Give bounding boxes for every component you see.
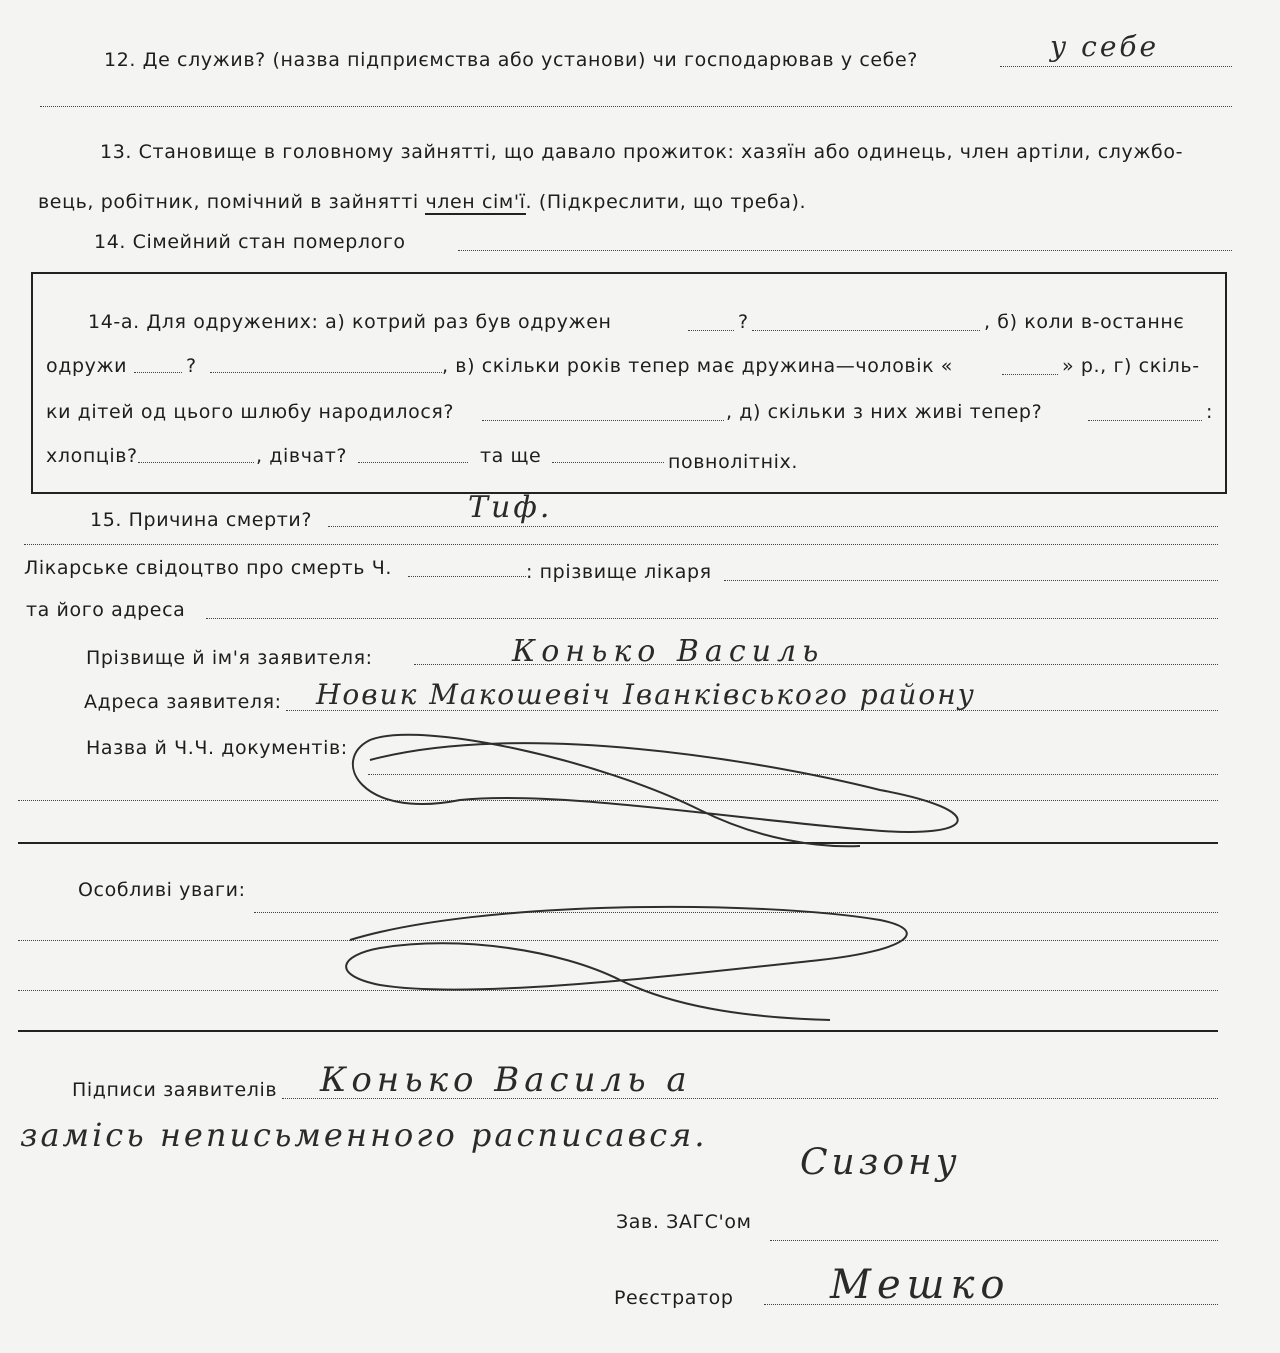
- q12-label: 12. Де служив? (назва підприємства або установи) чи господарював у себе?: [104, 49, 918, 71]
- signature-line-1: Конько Василь а: [320, 1060, 692, 1100]
- applicant-address-label: Адреса заявителя:: [84, 691, 282, 713]
- q13-underlined-option: член сім'ї: [425, 191, 526, 213]
- remarks-label: Особливі уваги:: [78, 879, 246, 901]
- signature-line-2: замісь неписьменного расписався.: [20, 1116, 708, 1154]
- q14a-line2-c: » р., г) скіль-: [1062, 355, 1200, 377]
- q14a-question-mark-2: ?: [186, 355, 197, 377]
- applicant-name-value: Конько Василь: [512, 634, 825, 669]
- q14a-line1-b: , б) коли в-останнє: [984, 311, 1185, 333]
- q14a-line4-b: , дівчат?: [256, 445, 348, 467]
- applicant-address-value: Новик Макошевіч Іванківського району: [316, 678, 976, 711]
- q14a-line3-a: ки дітей од цього шлюбу народилося?: [46, 401, 455, 423]
- head-label: Зав. ЗАГС'ом: [616, 1211, 752, 1233]
- q14a-line3-c: :: [1206, 401, 1214, 423]
- q13-line2-post: . (Підкреслити, що треба).: [525, 191, 807, 213]
- certificate-label: Лікарське свідоцтво про смерть Ч.: [24, 557, 392, 579]
- doctor-address-label: та його адреса: [26, 599, 186, 621]
- q14a-question-mark-1: ?: [738, 311, 749, 333]
- applicant-name-label: Прізвище й ім'я заявителя:: [86, 647, 373, 669]
- documents-label: Назва й Ч.Ч. документів:: [86, 737, 348, 759]
- registrar-signature: Мешко: [830, 1262, 1011, 1308]
- q15-answer: Тиф.: [468, 490, 553, 525]
- q14a-line3-b: , д) скільки з них живі тепер?: [726, 401, 1043, 423]
- q14a-line1-a: 14-а. Для одружених: а) котрий раз був одружен: [88, 311, 612, 333]
- q12-answer: у себе: [1050, 30, 1160, 63]
- signature-extra: Сизону: [800, 1142, 961, 1183]
- q14a-line4-c: та ще: [480, 445, 542, 467]
- q14a-line2-a: одружи: [46, 355, 128, 377]
- signatures-label: Підписи заявителів: [72, 1079, 278, 1101]
- q13-line1: 13. Становище в головному зайнятті, що давало прожиток: хазяїн або одинець, член артіли, службо-: [100, 141, 1184, 163]
- q13-line2-pre: вець, робітник, помічний в зайнятті: [38, 191, 426, 213]
- q15-label: 15. Причина смерти?: [90, 509, 313, 531]
- q14a-line4-d: повнолітніх.: [668, 451, 798, 473]
- q14a-line2-b: , в) скільки років тепер має дружина—чоловік «: [442, 355, 954, 377]
- doctor-name-label: : прізвище лікаря: [526, 561, 712, 583]
- q14-label: 14. Сімейний стан померлого: [94, 231, 406, 253]
- registrar-label: Реєстратор: [614, 1287, 734, 1309]
- q14a-line4-a: хлопців?: [46, 445, 138, 467]
- head-signature-line: [770, 1240, 1218, 1241]
